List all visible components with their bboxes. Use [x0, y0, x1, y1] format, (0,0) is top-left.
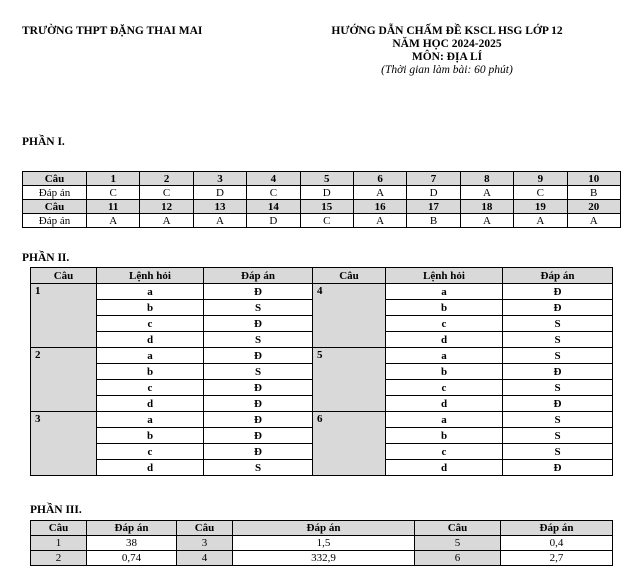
part3-answer: 0,74 [87, 551, 177, 566]
part3-title: PHẦN III. [30, 504, 82, 516]
part1-question-row [23, 200, 621, 214]
part3-header-cell: Đáp án [233, 521, 415, 536]
part1-question-number: 11 [87, 200, 140, 214]
part3-question-number: 5 [415, 536, 501, 551]
part2-statement: b [97, 300, 204, 316]
part1-answer: A [460, 214, 513, 228]
part2-row [31, 284, 613, 300]
part1-answer-row [23, 214, 621, 228]
part2-statement: b [386, 300, 503, 316]
heading-line-4: (Thời gian làm bài: 60 phút) [381, 64, 513, 76]
part2-answer: Đ [503, 300, 613, 316]
part3-answer: 0,4 [501, 536, 613, 551]
heading-line-2: NĂM HỌC 2024-2025 [392, 38, 502, 50]
part2-statement: a [386, 284, 503, 300]
school-name: TRƯỜNG THPT ĐẶNG THAI MAI [22, 25, 203, 37]
part2-question-number: 2 [31, 348, 97, 412]
part2-answer: Đ [204, 380, 313, 396]
part1-question-number: 7 [407, 172, 460, 186]
part2-answer: S [503, 412, 613, 428]
part2-answer: S [204, 332, 313, 348]
part3-answer: 2,7 [501, 551, 613, 566]
part1-question-number: 20 [567, 200, 620, 214]
part2-answer: S [204, 300, 313, 316]
part1-answer: D [300, 186, 353, 200]
part2-answer: S [503, 380, 613, 396]
part1-answer: C [247, 186, 300, 200]
part2-statement: c [97, 444, 204, 460]
part2-statement: a [386, 412, 503, 428]
part2-answer: Đ [204, 348, 313, 364]
part1-question-label: Câu [23, 172, 87, 186]
part2-header-row [31, 268, 613, 284]
part2-statement: d [97, 332, 204, 348]
part2-statement: c [386, 380, 503, 396]
part2-statement: b [386, 428, 503, 444]
part1-answer: B [407, 214, 460, 228]
part1-question-number: 5 [300, 172, 353, 186]
part3-header-cell: Đáp án [501, 521, 613, 536]
part2-answer: Đ [204, 444, 313, 460]
part1-question-number: 17 [407, 200, 460, 214]
part3-answer: 332,9 [233, 551, 415, 566]
part3-question-number: 6 [415, 551, 501, 566]
part2-header-cell: Câu [313, 268, 386, 284]
part1-answer-label: Đáp án [23, 186, 87, 200]
part3-question-number: 3 [177, 536, 233, 551]
part1-answer-row [23, 186, 621, 200]
part1-answer: D [247, 214, 300, 228]
part1-answer: C [514, 186, 567, 200]
part1-question-number: 10 [567, 172, 620, 186]
part1-question-number: 18 [460, 200, 513, 214]
part1-question-number: 4 [247, 172, 300, 186]
part2-question-number: 1 [31, 284, 97, 348]
part2-statement: b [386, 364, 503, 380]
part2-answer: Đ [204, 412, 313, 428]
part2-answer: Đ [204, 428, 313, 444]
part1-answer: A [567, 214, 620, 228]
part1-question-number: 12 [140, 200, 193, 214]
part2-header-cell: Câu [31, 268, 97, 284]
part1-question-row [23, 172, 621, 186]
part2-statement: c [386, 316, 503, 332]
part1-question-number: 1 [87, 172, 140, 186]
part1-question-number: 19 [514, 200, 567, 214]
heading-line-1: HƯỚNG DẪN CHẤM ĐỀ KSCL HSG LỚP 12 [331, 25, 563, 37]
part3-row [31, 551, 613, 566]
part1-answer: D [193, 186, 246, 200]
part3-header-cell: Câu [415, 521, 501, 536]
part1-answer: A [460, 186, 513, 200]
part1-question-number: 8 [460, 172, 513, 186]
part2-answer: Đ [503, 284, 613, 300]
part3-answer: 1,5 [233, 536, 415, 551]
part1-answer: A [193, 214, 246, 228]
part2-answer: Đ [204, 284, 313, 300]
part1-question-label: Câu [23, 200, 87, 214]
part2-header-cell: Đáp án [503, 268, 613, 284]
part2-question-number: 6 [313, 412, 386, 476]
part2-statement: a [97, 284, 204, 300]
part2-question-number: 3 [31, 412, 97, 476]
part2-row [31, 412, 613, 428]
part2-header-cell: Lệnh hỏi [386, 268, 503, 284]
part2-statement: a [386, 348, 503, 364]
part1-answer: A [353, 214, 406, 228]
part3-header-cell: Câu [177, 521, 233, 536]
part2-answer: S [204, 364, 313, 380]
part2-statement: c [97, 380, 204, 396]
part2-row [31, 348, 613, 364]
part2-answer: S [204, 460, 313, 476]
part2-answer: S [503, 316, 613, 332]
part2-statement: d [97, 460, 204, 476]
part1-answer: B [567, 186, 620, 200]
part2-answer: Đ [204, 316, 313, 332]
part1-title: PHẦN I. [22, 136, 65, 148]
part2-answer: Đ [204, 396, 313, 412]
part1-question-number: 2 [140, 172, 193, 186]
part3-question-number: 4 [177, 551, 233, 566]
part2-answer: Đ [503, 396, 613, 412]
part1-question-number: 14 [247, 200, 300, 214]
part2-statement: c [97, 316, 204, 332]
part3-answer: 38 [87, 536, 177, 551]
part3-question-number: 1 [31, 536, 87, 551]
part3-header-cell: Câu [31, 521, 87, 536]
part1-answer: C [140, 186, 193, 200]
part2-statement: c [386, 444, 503, 460]
part1-answer-label: Đáp án [23, 214, 87, 228]
part2-statement: a [97, 412, 204, 428]
part1-question-number: 15 [300, 200, 353, 214]
part2-statement: b [97, 364, 204, 380]
part1-answer: D [407, 186, 460, 200]
part2-answer: Đ [503, 460, 613, 476]
part1-answer: A [87, 214, 140, 228]
part1-answer: A [140, 214, 193, 228]
part2-statement: b [97, 428, 204, 444]
part1-question-number: 13 [193, 200, 246, 214]
part2-header-cell: Lệnh hỏi [97, 268, 204, 284]
part1-question-number: 6 [353, 172, 406, 186]
part2-table [30, 267, 613, 476]
part1-question-number: 16 [353, 200, 406, 214]
part3-header-cell: Đáp án [87, 521, 177, 536]
part1-table [22, 171, 621, 228]
part1-question-number: 9 [514, 172, 567, 186]
part2-answer: Đ [503, 364, 613, 380]
part2-answer: S [503, 444, 613, 460]
part2-answer: S [503, 348, 613, 364]
part3-table [30, 520, 613, 566]
part2-question-number: 4 [313, 284, 386, 348]
document-heading [282, 25, 612, 77]
part2-statement: d [386, 460, 503, 476]
part2-statement: d [386, 332, 503, 348]
part2-statement: d [386, 396, 503, 412]
part2-answer: S [503, 428, 613, 444]
part2-statement: d [97, 396, 204, 412]
part3-header-row [31, 521, 613, 536]
part2-header-cell: Đáp án [204, 268, 313, 284]
part2-title: PHẦN II. [22, 252, 70, 264]
part2-statement: a [97, 348, 204, 364]
part1-answer: C [87, 186, 140, 200]
part1-question-number: 3 [193, 172, 246, 186]
part3-question-number: 2 [31, 551, 87, 566]
part1-answer: A [514, 214, 567, 228]
heading-line-3: MÔN: ĐỊA LÍ [411, 51, 483, 63]
part1-answer: A [353, 186, 406, 200]
part2-question-number: 5 [313, 348, 386, 412]
part3-row [31, 536, 613, 551]
part1-answer: C [300, 214, 353, 228]
part2-answer: S [503, 332, 613, 348]
